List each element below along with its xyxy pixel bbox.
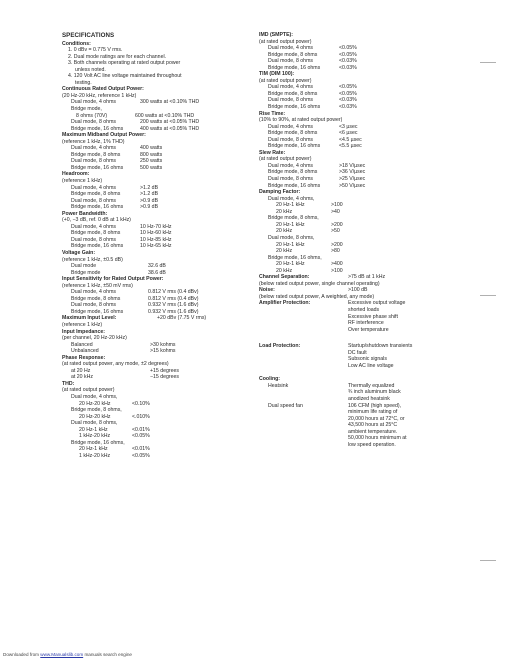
spec-value: 0.932 V rms (1.6 dBv) <box>148 308 199 315</box>
spec-value: <0.05% <box>339 51 357 58</box>
spec-value: <0.03% <box>339 58 357 65</box>
spec-value: >50 <box>331 228 340 235</box>
spec-label: Dual mode, 8 ohms <box>71 158 116 165</box>
spec-label: Bridge mode, 16 ohms <box>71 204 124 211</box>
margin-mark <box>480 560 496 561</box>
spec-label: Bridge mode, 16 ohms <box>268 104 321 111</box>
spec-value: 500 watts <box>140 164 163 171</box>
spec-label: testing. <box>75 79 92 86</box>
spec-label: Bridge mode, 16 ohms <box>71 243 124 250</box>
spec-heading-value: Startup/shutdown transients <box>348 343 413 350</box>
spec-label: Bridge mode, 8 ohms, <box>71 407 122 414</box>
spec-label: Bridge mode, 16 ohms <box>71 308 124 315</box>
spec-heading-label: Damping Factor: <box>259 189 301 196</box>
spec-label: Bridge mode, 8 ohms, <box>268 215 319 222</box>
spec-label: 20 Hz-1 kHz <box>276 241 305 248</box>
spec-label: at 20 Hz <box>71 367 91 374</box>
spec-label: Bridge mode, 16 ohms <box>268 64 321 71</box>
spec-value: 10 Hz-85 kHz <box>140 236 172 243</box>
spec-label: Bridge mode, 8 ohms <box>268 90 318 97</box>
spec-value: 10 Hz-70 kHz <box>140 223 172 230</box>
spec-label: Bridge mode, 8 ohms <box>268 169 318 176</box>
spec-value: <6 µsec <box>339 130 358 137</box>
spec-label: Dual mode, 8 ohms, <box>71 420 118 427</box>
spec-value: >25 V/µsec <box>339 176 366 183</box>
spec-value: 10 Hz-60 kHz <box>140 230 172 237</box>
spec-value: >0.9 dB <box>140 197 159 204</box>
spec-label: Bridge mode, 16 ohms <box>71 164 124 171</box>
spec-label: (reference 1 kHz) <box>62 177 103 184</box>
spec-row <box>62 453 252 460</box>
spec-value: low speed operation. <box>348 441 396 448</box>
spec-heading-label: Load Protection: <box>259 343 301 350</box>
spec-row <box>259 442 474 449</box>
spec-heading-label: Rise Time: <box>259 110 286 117</box>
spec-value: ¾ inch aluminum black <box>348 389 401 396</box>
right-column <box>259 32 474 448</box>
spec-label: 20 kHz <box>276 228 293 235</box>
spec-label: Unbalanced <box>71 348 99 355</box>
spec-label: Dual mode, 8 ohms <box>268 136 313 143</box>
spec-label: (10% to 90%, at rated output power) <box>259 117 343 124</box>
spacer <box>259 369 474 376</box>
spec-label: Bridge mode, 16 ohms <box>268 182 321 189</box>
spec-label: 4. 120 Volt AC line voltage maintained throughout <box>68 73 182 80</box>
spec-value: >200 <box>331 221 343 228</box>
spec-label: Bridge mode, <box>71 105 102 112</box>
spec-value: Excessive phase shift <box>348 313 398 320</box>
spec-heading-label: Voltage Gain: <box>62 250 96 256</box>
spec-label: Bridge mode, 8 ohms <box>71 191 121 198</box>
spec-value: 600 watts at <0.10% THD <box>135 112 195 119</box>
spec-value: <0.01% <box>132 446 150 453</box>
spec-label: 20 Hz-1 kHz <box>276 261 305 268</box>
spec-label: Dual mode, 8 ohms, <box>268 234 315 241</box>
spec-value: >400 <box>331 261 343 268</box>
spec-value: >50 V/µsec <box>339 182 366 189</box>
spec-label: 2. Dual mode ratings are for each channel. <box>68 53 167 60</box>
spec-heading-value: Excessive output voltage <box>348 300 406 307</box>
spec-label <box>259 442 348 449</box>
spec-heading-label: Maximum Input Level: <box>62 315 117 322</box>
footer-prefix: Downloaded from <box>3 652 41 657</box>
spec-label: (below rated output power, A weighted, any mode) <box>259 293 375 300</box>
spec-value: 0.812 V rms (0.4 dBv) <box>148 289 199 296</box>
spec-label: Dual mode, 8 ohms <box>268 97 313 104</box>
spec-value: >36 V/µsec <box>339 169 366 176</box>
spec-value: <0.03% <box>339 97 357 104</box>
spec-heading-label: Power Bandwidth: <box>62 210 108 217</box>
spec-value: <0.05% <box>339 45 357 52</box>
spec-heading-label: Amplifier Protection: <box>259 300 311 307</box>
spec-label: Dual mode, 8 ohms <box>71 302 116 309</box>
spec-value: minimum life rating of <box>348 409 398 416</box>
spec-label: (reference 1 kHz, ±0.5 dB) <box>62 256 123 263</box>
spec-label: Heatsink <box>268 382 289 389</box>
spec-value: <0.10% <box>132 400 150 407</box>
spec-heading-value: +20 dBv (7.75 V rms) <box>157 315 207 322</box>
spec-label: 1. 0 dBv = 0.775 V rms. <box>68 47 123 54</box>
spec-value: Low AC line voltage <box>348 362 394 369</box>
spec-value: >40 <box>331 208 340 215</box>
spec-heading-label: TIM (DIM 100): <box>259 71 295 78</box>
spec-label: Dual speed fan <box>268 402 303 409</box>
spec-value: >0.9 dB <box>140 204 159 211</box>
spec-value: <5.5 µsec <box>339 143 362 150</box>
spec-value: <4.5 µsec <box>339 136 362 143</box>
spec-label: Dual mode, 4 ohms <box>268 123 313 130</box>
spec-heading-value: >100 dB <box>348 287 368 294</box>
spec-value: −15 degrees <box>150 374 179 381</box>
spec-label: (below rated output power, single channel operating) <box>259 280 380 287</box>
spec-value: 32.6 dB <box>148 263 166 270</box>
spec-label: (per channel, 20 Hz-20 kHz) <box>62 335 127 342</box>
spec-label: 20 Hz-1 kHz <box>79 446 108 453</box>
spec-value: <0.05% <box>339 90 357 97</box>
spec-value: 50,000 hours minimum at <box>348 435 407 442</box>
spec-value: 250 watts <box>140 158 163 165</box>
spec-heading-label: Slew Rate: <box>259 149 286 156</box>
spec-value: Subsonic signals <box>348 356 387 363</box>
spec-label: (at rated output power) <box>62 387 115 394</box>
spec-value: >100 <box>331 202 343 209</box>
spec-heading-label: Maximum Midband Output Power: <box>62 132 146 139</box>
spec-value: 400 watts <box>140 145 163 152</box>
spec-label: Bridge mode, 16 ohms, <box>71 439 125 446</box>
page-title: SPECIFICATIONS <box>62 32 115 39</box>
spec-label: Dual mode, 8 ohms <box>268 176 313 183</box>
spec-label: Dual mode, 4 ohms <box>71 99 116 106</box>
spec-label: 8 ohms (70V) <box>76 112 108 119</box>
spec-value: 0.932 V rms (1.6 dBv) <box>148 302 199 309</box>
spec-label: Dual mode, 4 ohms, <box>268 195 315 202</box>
spec-label: at 20 kHz <box>71 374 93 381</box>
spec-heading-label: Conditions: <box>62 40 91 47</box>
spec-value: 43,500 hours at 25°C <box>348 422 398 429</box>
spec-value: <3 µsec <box>339 123 358 130</box>
spec-label: Bridge mode, 16 ohms <box>268 143 321 150</box>
spec-label: (at rated output power, any mode, ±2 degrees) <box>62 361 169 368</box>
spec-label: Bridge mode, 8 ohms <box>71 230 121 237</box>
spec-label: 20 Hz-20 kHz <box>79 413 111 420</box>
spec-label: Dual mode, 4 ohms <box>268 45 313 52</box>
spec-value: 400 watts at <0.05% THD <box>140 125 200 132</box>
spec-label <box>259 327 348 334</box>
download-footer <box>3 652 132 657</box>
spec-value: <0.03% <box>339 64 357 71</box>
spec-label: Dual mode, 4 ohms <box>71 223 116 230</box>
spacer <box>259 333 474 343</box>
spec-value: 800 watts <box>140 151 163 158</box>
spec-heading-label: IMD (SMPTE): <box>259 32 294 38</box>
spec-label: (reference 1 kHz, 1% THD) <box>62 138 125 145</box>
spec-value: >15 kohms <box>150 348 176 355</box>
spec-label: (reference 1 kHz, ±50 mV rms) <box>62 282 133 289</box>
spec-label: 20 kHz <box>276 208 293 215</box>
spec-label: (20 Hz-20 kHz, reference 1 kHz) <box>62 92 137 99</box>
spec-value: 38.6 dB <box>148 269 166 276</box>
spec-label: (at rated output power) <box>259 77 312 84</box>
spec-label: 3. Both channels operating at rated output power <box>68 60 181 67</box>
spec-label: Dual mode, 8 ohms <box>71 236 116 243</box>
spec-value: <0.05% <box>132 433 150 440</box>
spec-label: (reference 1 kHz) <box>62 322 103 329</box>
spec-label: Balanced <box>71 341 93 348</box>
spec-label: 20 Hz-1 kHz <box>79 426 108 433</box>
spec-value: <0.03% <box>339 104 357 111</box>
spec-value: >18 V/µsec <box>339 162 366 169</box>
spec-value: 200 watts at <0.05% THD <box>140 119 200 126</box>
spec-heading-label: Input Sensitivity for Rated Output Power: <box>62 276 164 283</box>
spec-label: 20 kHz <box>276 248 293 255</box>
spec-label: Bridge mode, 16 ohms, <box>268 254 322 261</box>
spec-value: RF interference <box>348 320 384 327</box>
spec-heading-value: >75 dB at 1 kHz <box>348 274 386 281</box>
spec-heading-label: Channel Separation: <box>259 274 310 281</box>
spec-value: anodized heatsink <box>348 395 390 402</box>
spec-label: Dual mode, 4 ohms <box>71 289 116 296</box>
spec-value: 10 Hz-65 kHz <box>140 243 172 250</box>
spec-label: Bridge mode, 8 ohms <box>71 151 121 158</box>
spec-heading-label: Continuous Rated Output Power: <box>62 86 144 93</box>
spec-value: ambient temperature. <box>348 428 398 435</box>
spec-label: Bridge mode, 8 ohms <box>71 295 121 302</box>
spec-value: >80 <box>331 248 340 255</box>
spec-label: 1 kHz-20 kHz <box>79 433 111 440</box>
spec-label: 20 kHz <box>276 267 293 274</box>
spec-value: <0.05% <box>132 452 150 459</box>
spec-label: Dual mode, 4 ohms <box>268 84 313 91</box>
spec-heading-label: THD: <box>62 380 75 387</box>
spec-label: Bridge mode, 8 ohms <box>268 51 318 58</box>
spec-heading-label: Input Impedance: <box>62 328 105 335</box>
spec-heading-label: Cooling: <box>259 376 281 383</box>
spec-label: 1 kHz-20 kHz <box>79 452 111 459</box>
spec-value: <.010% <box>132 413 150 420</box>
manualslib-link[interactable]: www.Manualslib.com <box>40 652 84 657</box>
spec-heading-label: Headroom: <box>62 171 90 178</box>
spec-value: 300 watts at <0.10% THD <box>140 99 200 106</box>
spec-label: Dual mode, 8 ohms <box>268 58 313 65</box>
spec-value: 106 CFM (high speed), <box>348 402 402 409</box>
spec-label: 20 Hz-20 kHz <box>79 400 111 407</box>
spec-label: 20 Hz-1 kHz <box>276 202 305 209</box>
spec-label: unless noted. <box>75 66 106 73</box>
spec-label: 20 Hz-1 kHz <box>276 221 305 228</box>
spec-value: Thermally equalized <box>348 382 395 389</box>
spec-value: >1.2 dB <box>140 191 159 198</box>
spec-value: +15 degrees <box>150 367 179 374</box>
spec-value: DC fault <box>348 349 367 356</box>
spec-label: Bridge mode, 16 ohms <box>71 125 124 132</box>
footer-suffix: manuals search engine <box>83 652 132 657</box>
spec-value: shorted loads <box>348 306 380 313</box>
spec-label: Dual mode, 4 ohms, <box>71 394 118 401</box>
spec-value: >1.2 dB <box>140 184 159 191</box>
spec-value: 20,000 hours at 72°C, or <box>348 415 405 422</box>
spec-label: Bridge mode, 8 ohms <box>268 130 318 137</box>
spec-value: Over temperature <box>348 326 389 333</box>
spec-label: Dual mode <box>71 263 97 270</box>
spec-label: (+0, −3 dB, ref. 0 dB at 1 kHz) <box>62 217 131 224</box>
left-column <box>62 32 252 460</box>
spec-value: <0.05% <box>339 84 357 91</box>
spec-label: (at rated output power) <box>259 38 312 45</box>
spec-value: 0.812 V rms (0.4 dBv) <box>148 295 199 302</box>
margin-mark <box>480 62 496 63</box>
spec-label: Dual mode, 4 ohms <box>71 145 116 152</box>
margin-mark <box>480 295 496 296</box>
spec-heading-label: Noise: <box>259 287 275 294</box>
spec-value: >100 <box>331 267 343 274</box>
spec-label: Dual mode, 8 ohms <box>71 197 116 204</box>
spec-label: Dual mode, 8 ohms <box>71 119 116 126</box>
spec-label: (at rated output power) <box>259 156 312 163</box>
spec-value: <0.01% <box>132 426 150 433</box>
spec-value: >200 <box>331 241 343 248</box>
spec-label <box>259 363 348 370</box>
spec-label: Dual mode, 4 ohms <box>268 162 313 169</box>
spec-value: >30 kohms <box>150 341 176 348</box>
spec-label: Dual mode, 4 ohms <box>71 184 116 191</box>
spec-heading-label: Phase Response: <box>62 354 106 361</box>
spec-label: Bridge mode <box>71 269 101 276</box>
